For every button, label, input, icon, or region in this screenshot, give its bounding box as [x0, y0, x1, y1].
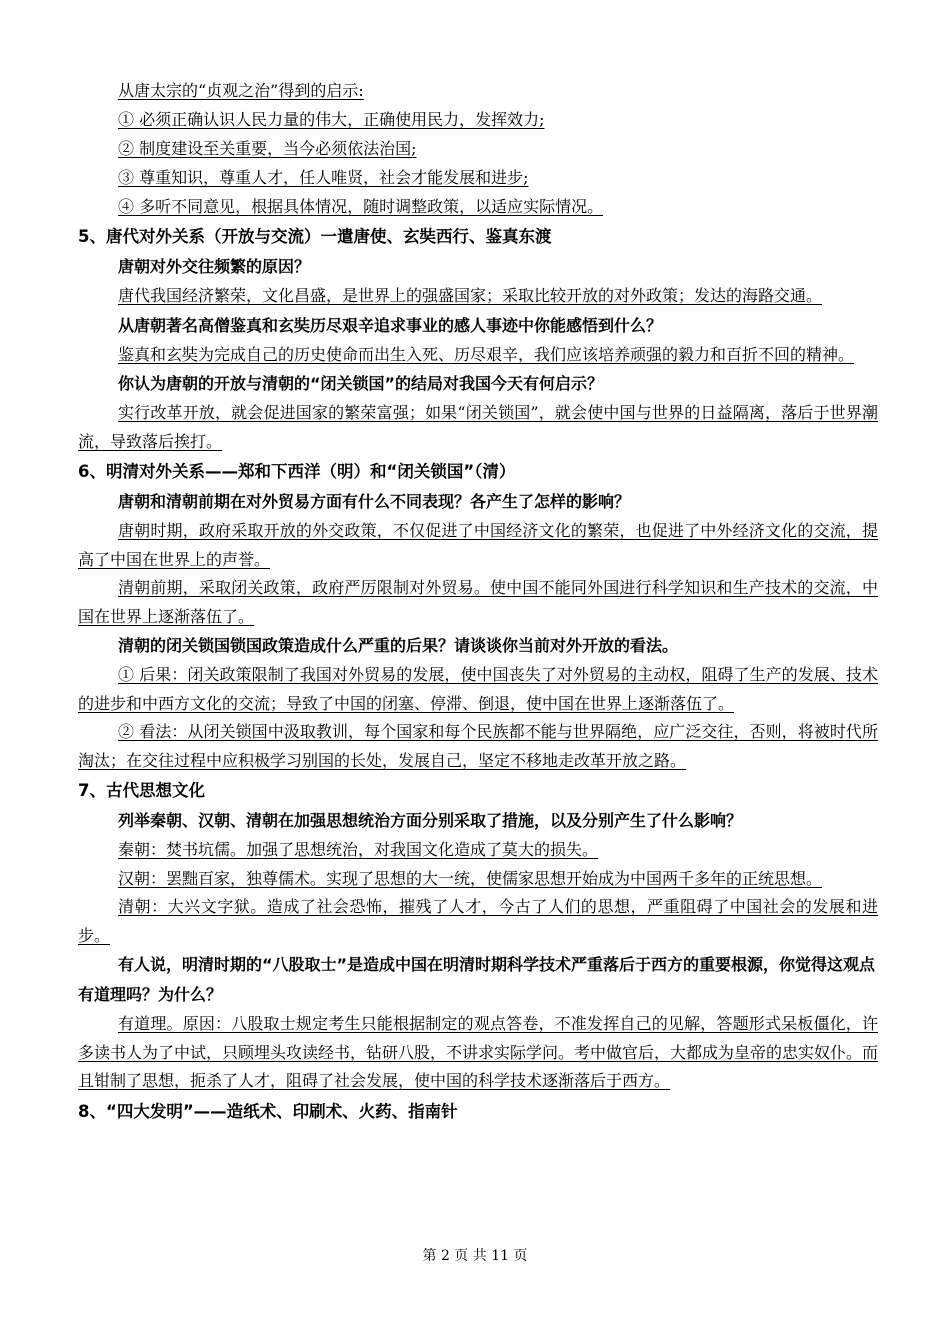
document-page: [78, 76, 878, 1127]
section-5-answer-3: 实行改革开放，就会促进国家的繁荣富强；如果“闭关锁国”，就会使中国与世界的日益隔离，落后于世界潮流，导致落后挨打。: [78, 403, 878, 451]
section-6-question-2: 清朝的闭关锁国锁国政策造成什么严重的后果？请谈谈你当前对外开放的看法。: [118, 636, 679, 655]
section-8-heading: 8、“四大发明”——造纸术、印刷术、火药、指南针: [78, 1101, 458, 1121]
section-6-answer-1a: 唐朝时期，政府采取开放的外交政策，不仅促进了中国经济文化的繁荣，也促进了中外经济文化的交流，提高了中国在世界上的声誉。: [78, 521, 878, 569]
section-6-heading: 6、明清对外关系——郑和下西洋（明）和“闭关锁国”（清）: [78, 462, 516, 481]
section-7-answer-1c: 清朝：大兴文字狱。造成了社会恐怖，摧残了人才，今古了人们的思想，严重阻碍了中国社会的发展和进步。: [78, 897, 878, 945]
section-7-answer-1b: 汉朝：罢黜百家，独尊儒术。实现了思想的大一统，使儒家思想开始成为中国两千多年的正统思想。: [118, 868, 823, 888]
section-7-question-2: 有人说，明清时期的“八股取士”是造成中国在明清时期科学技术严重落后于西方的重要根源，你觉得这观点有道理吗？为什么？: [78, 955, 876, 1004]
intro-item-3: ③ 尊重知识，尊重人才，任人唯贤，社会才能发展和进步;: [118, 168, 529, 187]
section-7-question-1: 列举秦朝、汉朝、清朝在加强思想统治方面分别采取了措施，以及分别产生了什么影响？: [118, 811, 743, 830]
section-7-answer-2: 有道理。原因：八股取士规定考生只能根据制定的观点答卷，不准发挥自己的见解，答题形式呆板僵化，许多读书人为了中试，只顾埋头攻读经书，钻研八股，不讲求实际学问。考中做官后，大都成为皇帝的忠实奴仆。而且钳制了思想，扼杀了人才，阻碍了社会发展，使中国的科学技术逐渐落后于西方。: [78, 1014, 879, 1090]
section-5-heading: 5、唐代对外关系（开放与交流）一遣唐使、玄奘西行、鉴真东渡: [78, 227, 552, 246]
section-6-answer-2b: ② 看法：从闭关锁国中汲取教训，每个国家和每个民族都不能与世界隔绝，应广泛交往，否则，将被时代所淘汰；在交往过程中应积极学习别国的长处，发展自己，坚定不移地走改革开放之路。: [78, 722, 878, 770]
section-5-question-2: 从唐朝著名高僧鉴真和玄奘历尽艰辛追求事业的感人事迹中你能感悟到什么？: [118, 315, 663, 335]
section-7-heading: 7、古代思想文化: [78, 781, 205, 800]
section-6-answer-2a: ① 后果：闭关政策限制了我国对外贸易的发展，使中国丧失了对外贸易的主动权，阻碍了生产的发展、技术的进步和中西方文化的交流；导致了中国的闭塞、停滞、倒退，使中国在世界上逐渐落伍了。: [78, 665, 878, 713]
intro-title: 从唐太宗的“贞观之治”得到的启示:: [118, 81, 364, 100]
section-6-question-1: 唐朝和清朝前期在对外贸易方面有什么不同表现？各产生了怎样的影响？: [118, 492, 631, 511]
section-5-answer-1: 唐代我国经济繁荣，文化昌盛，是世界上的强盛国家；采取比较开放的对外政策；发达的海路交通。: [118, 286, 823, 305]
intro-item-4: ④ 多听不同意见，根据具体情况，随时调整政策，以适应实际情况。: [118, 197, 604, 216]
section-5-question-3: 你认为唐朝的开放与清朝的“闭关锁国”的结局对我国今天有何启示？: [118, 374, 604, 393]
section-7-answer-1a: 秦朝：焚书坑儒。加强了思想统治，对我国文化造成了莫大的损失。: [118, 840, 599, 859]
section-6-answer-1b: 清朝前期，采取闭关政策，政府严厉限制对外贸易。使中国不能同外国进行科学知识和生产技术的交流，中国在世界上逐渐落伍了。: [78, 578, 878, 626]
section-5-question-1: 唐朝对外交往频繁的原因？: [118, 257, 311, 276]
page-footer: 第 2 页 共 11 页: [422, 1248, 528, 1264]
section-5-answer-2: 鉴真和玄奘为完成自己的历史使命而出生入死、历尽艰辛，我们应该培养顽强的毅力和百折不回的精神。: [118, 344, 855, 364]
intro-item-1: ① 必须正确认识人民力量的伟大，正确使用民力，发挥效力;: [118, 110, 545, 129]
intro-item-2: ② 制度建设至关重要，当今必须依法治国;: [118, 139, 417, 158]
